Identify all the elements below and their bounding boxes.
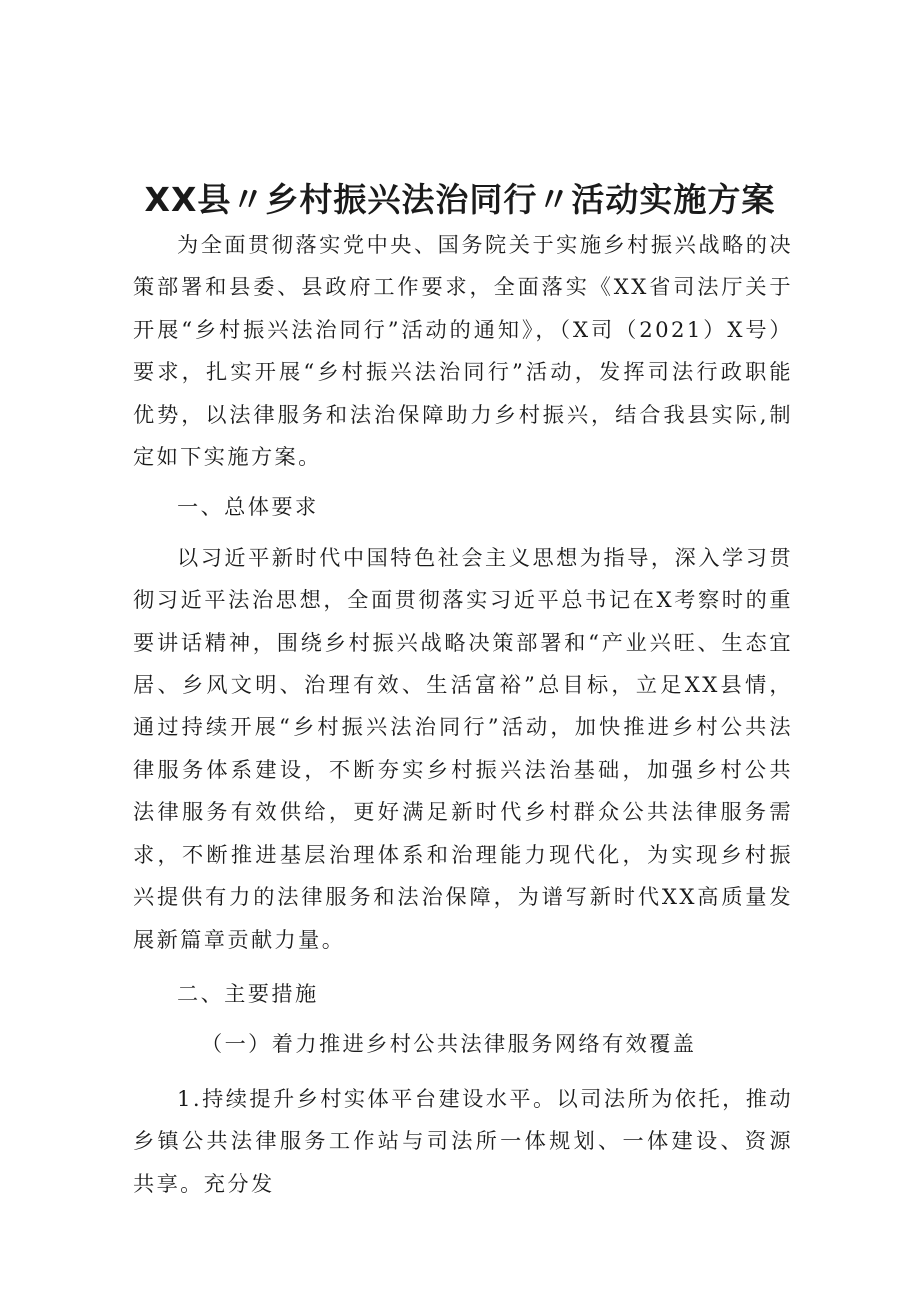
section-1-heading: 一、总体要求 (177, 494, 319, 520)
item-1-paragraph: 1.持续提升乡村实体平台建设水平。以司法所为依托，推动乡镇公共法律服务工作站与司法所一体规划、一体建设、资源共享。充分发 (133, 1085, 793, 1196)
document-title: XX县〃乡村振兴法治同行〃活动实施方案 (144, 180, 776, 219)
section-2-subheading-1: （一）着力推进乡村公共法律服务网络有效覆盖 (201, 1031, 697, 1057)
document-body (133, 224, 793, 1205)
section-2-heading: 二、主要措施 (177, 980, 319, 1006)
intro-paragraph: 为全面贯彻落实党中央、国务院关于实施乡村振兴战略的决策部署和县委、县政府工作要求，全面落实《XX省司法厅关于开展“乡村振兴法治同行”活动的通知》，（X司（2021）X号）要求，扎实开展“乡村振兴法治同行”活动，发挥司法行政职能优势，以法律服务和法治保障助力乡村振兴，结合我县实际,制定如下实施方案。 (133, 232, 793, 470)
section-1-paragraph: 以习近平新时代中国特色社会主义思想为指导，深入学习贯彻习近平法治思想，全面贯彻落实习近平总书记在X考察时的重要讲话精神，围绕乡村振兴战略决策部署和“产业兴旺、生态宜居、乡风文明、治理有效、生活富裕”总目标，立足XX县情，通过持续开展“乡村振兴法治同行”活动，加快推进乡村公共法律服务体系建设，不断夯实乡村振兴法治基础，加强乡村公共法律服务有效供给，更好满足新时代乡村群众公共法律服务需求，不断推进基层治理体系和治理能力现代化，为实现乡村振兴提供有力的法律服务和法治保障，为谱写新时代XX高质量发展新篇章贡献力量。 (133, 544, 793, 952)
